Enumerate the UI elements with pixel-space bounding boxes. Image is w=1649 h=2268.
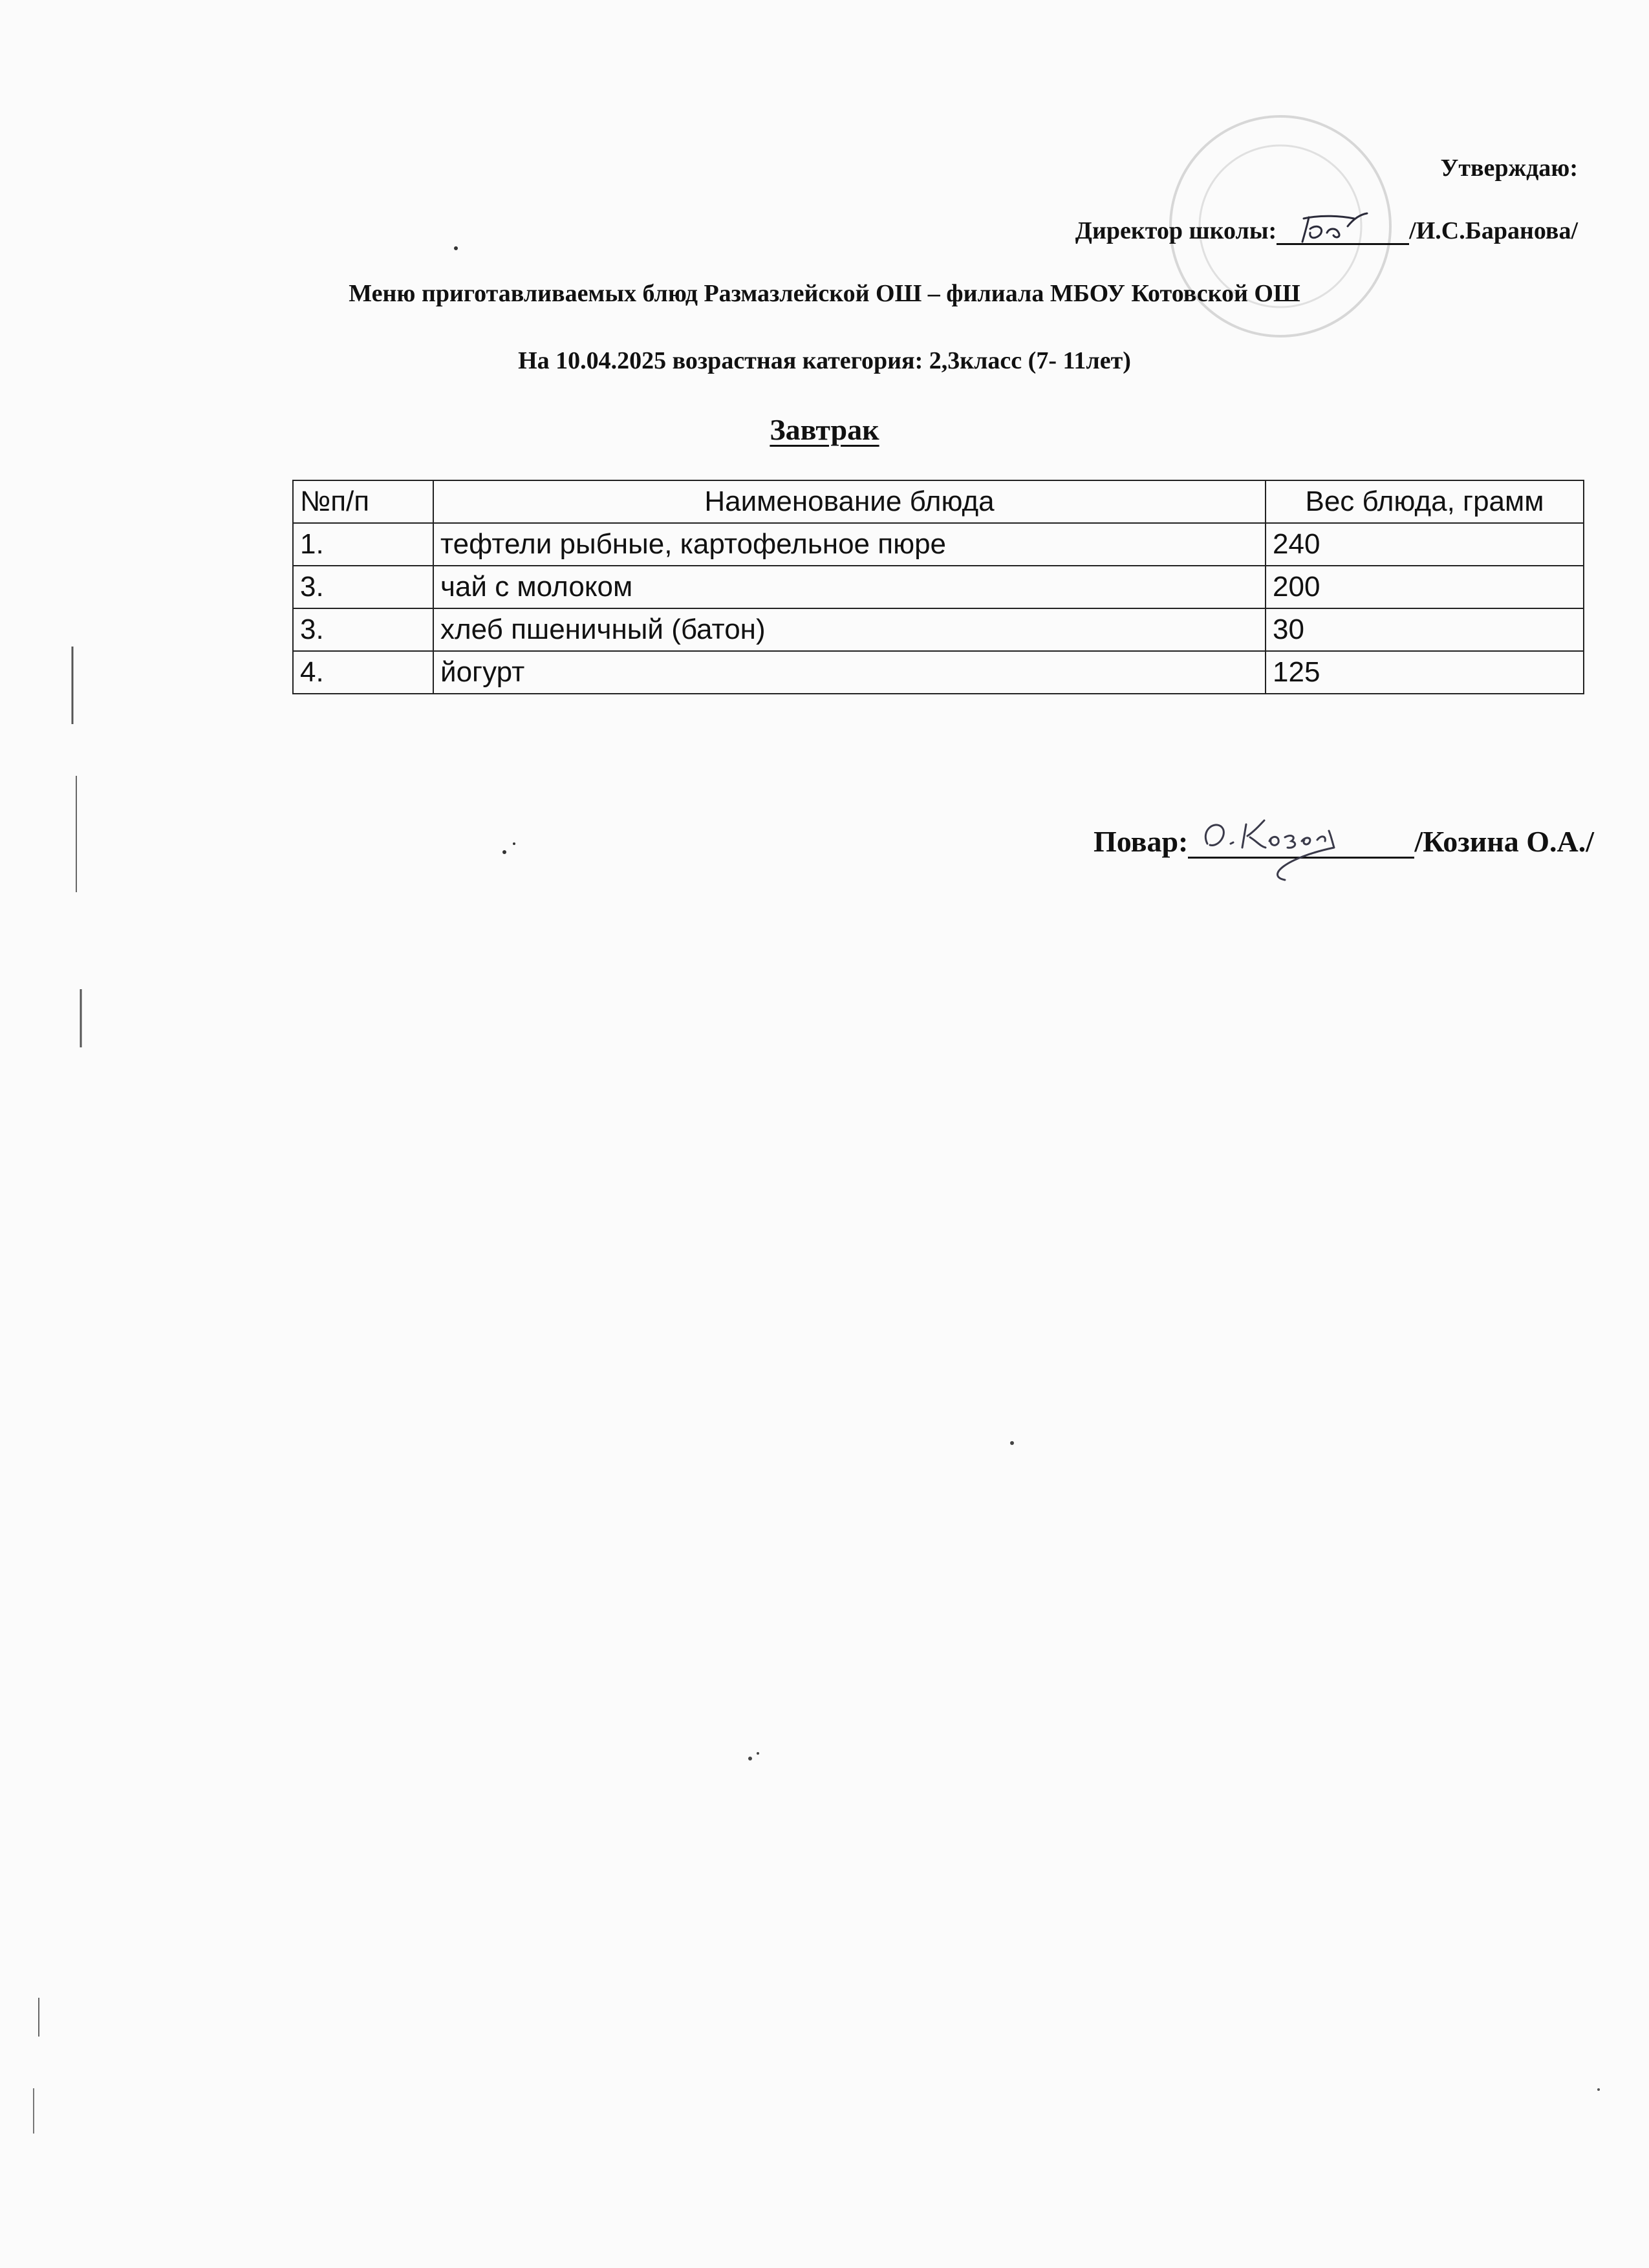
row-number: 1. [293,523,433,566]
cook-name: /Козина О.А./ [1414,825,1594,858]
row-number: 3. [293,566,433,608]
row-number: 4. [293,651,433,694]
row-dish-name: йогурт [433,651,1266,694]
table-row [293,523,1584,566]
row-weight: 125 [1266,651,1584,694]
director-label: Директор школы: [1075,217,1277,244]
row-weight: 240 [1266,523,1584,566]
director-name: /И.С.Баранова/ [1409,217,1578,244]
header-number: №п/п [293,480,433,523]
director-signature [1277,213,1409,245]
row-weight: 200 [1266,566,1584,608]
row-dish-name: тефтели рыбные, картофельное пюре [433,523,1266,566]
menu-table [292,480,1584,694]
row-weight: 30 [1266,608,1584,651]
cook-signature-line [1094,818,1594,859]
row-number: 3. [293,608,433,651]
approval-title: Утверждаю: [1440,155,1578,182]
table-row [293,566,1584,608]
row-dish-name: хлеб пшеничный (батон) [433,608,1266,651]
cook-signature [1188,818,1414,859]
table-row [293,651,1584,694]
header-weight: Вес блюда, грамм [1266,480,1584,523]
date-age-category: На 10.04.2025 возрастная категория: 2,3класс (7- 11лет) [518,347,1131,374]
table-header-row [293,480,1584,523]
director-signature-line [1075,213,1578,245]
menu-title: Меню приготавливаемых блюд Размазлейской ОШ – филиала МБОУ Котовской ОШ [349,280,1300,307]
cook-label: Повар: [1093,825,1189,858]
header-dish-name: Наименование блюда [433,480,1266,523]
meal-title: Завтрак [770,413,879,446]
row-dish-name: чай с молоком [433,566,1266,608]
table-row [293,608,1584,651]
